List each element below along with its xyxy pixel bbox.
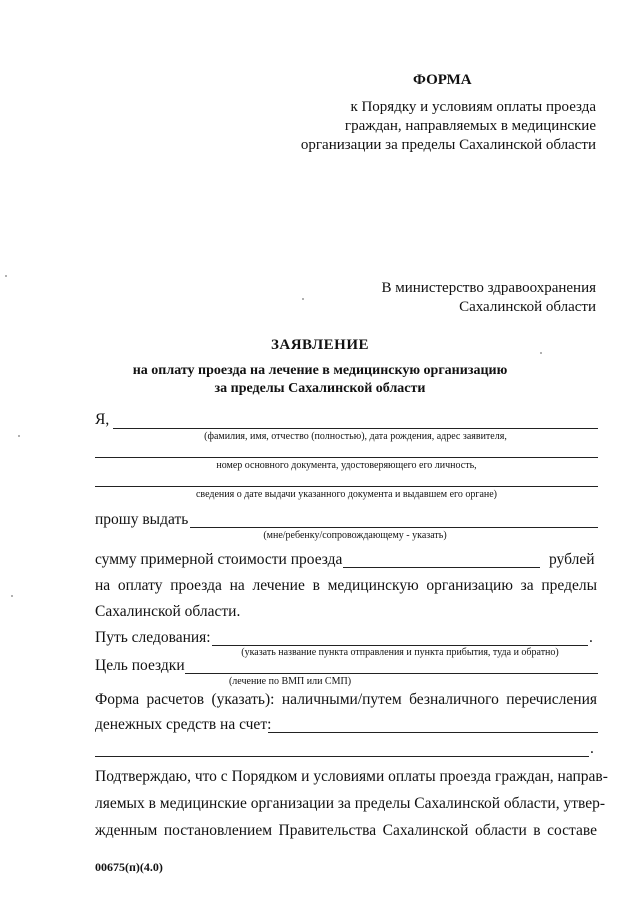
document-subtitle-line-2: за пределы Сахалинской области bbox=[214, 381, 426, 396]
document-code: 00675(п)(4.0) bbox=[95, 860, 163, 874]
payment-label-2: денежных средств на счет: bbox=[95, 716, 272, 733]
form-reference-line-3: организации за пределы Сахалинской области bbox=[300, 137, 596, 153]
form-reference-line-2: граждан, направляемых в медицинские bbox=[344, 118, 596, 134]
sum-label: сумму примерной стоимости проезда bbox=[95, 551, 343, 568]
route-input-line[interactable] bbox=[212, 645, 588, 646]
recipient-input-line[interactable] bbox=[190, 527, 598, 528]
form-reference bbox=[301, 98, 596, 155]
confirmation-paragraph bbox=[95, 763, 608, 844]
request-label: прошу выдать bbox=[95, 511, 189, 528]
form-label: ФОРМА bbox=[413, 72, 472, 88]
rubles-label: рублей bbox=[549, 551, 595, 568]
caption-issue: сведения о дате выдачи указанного документа и выдавшем его органе) bbox=[195, 489, 498, 500]
purpose-line-2: Сахалинской области. bbox=[95, 603, 241, 620]
confirmation-line-1: Подтверждаю, что с Порядком и условиями оплаты проезда граждан, направ- bbox=[95, 768, 608, 785]
caption-fio: (фамилия, имя, отчество (полностью), дата рождения, адрес заявителя, bbox=[204, 431, 507, 442]
caption-document: номер основного документа, удостоверяющего его личность, bbox=[216, 460, 477, 471]
scan-speck bbox=[11, 595, 13, 597]
caption-recipient: (мне/ребенку/сопровождающему - указать) bbox=[263, 530, 447, 541]
route-period: . bbox=[589, 629, 593, 646]
issue-input-line[interactable] bbox=[95, 486, 598, 487]
confirmation-line-3: жденным постановлением Правительства Сахалинской области в составе bbox=[95, 822, 597, 839]
sum-input-line[interactable] bbox=[343, 567, 540, 568]
payment-line-1: Форма расчетов (указать): наличными/путем безналичного перечисления bbox=[95, 691, 597, 708]
addressee-line-2: Сахалинской области bbox=[459, 299, 596, 315]
fio-input-line[interactable] bbox=[113, 428, 598, 429]
document-subtitle-line-1: на оплату проезда на лечение в медицинскую организацию bbox=[132, 363, 508, 378]
account-period: . bbox=[590, 740, 594, 757]
caption-route: (указать название пункта отправления и пункта прибытия, туда и обратно) bbox=[241, 647, 559, 658]
document-input-line[interactable] bbox=[95, 457, 598, 458]
addressee-line-1: В министерство здравоохранения bbox=[381, 280, 596, 296]
scan-speck bbox=[18, 435, 20, 437]
caption-goal: (лечение по ВМП или СМП) bbox=[228, 676, 352, 687]
ya-label: Я, bbox=[95, 411, 110, 428]
confirmation-line-2: ляемых в медицинские организации за пределы Сахалинской области, утвер- bbox=[95, 795, 606, 812]
scan-speck bbox=[5, 275, 7, 277]
purpose-line-1: на оплату проезда на лечение в медицинскую организацию за пределы bbox=[95, 577, 597, 594]
account-input-line-2[interactable] bbox=[95, 756, 589, 757]
route-label: Путь следования: bbox=[95, 629, 211, 646]
document-title: ЗАЯВЛЕНИЕ bbox=[270, 337, 370, 353]
scan-speck bbox=[302, 298, 304, 300]
form-reference-line-1: к Порядку и условиям оплаты проезда bbox=[350, 99, 596, 115]
addressee bbox=[382, 279, 597, 317]
goal-input-line[interactable] bbox=[185, 673, 598, 674]
goal-label: Цель поездки bbox=[95, 657, 185, 674]
scan-speck bbox=[540, 352, 542, 354]
account-input-line[interactable] bbox=[268, 732, 598, 733]
